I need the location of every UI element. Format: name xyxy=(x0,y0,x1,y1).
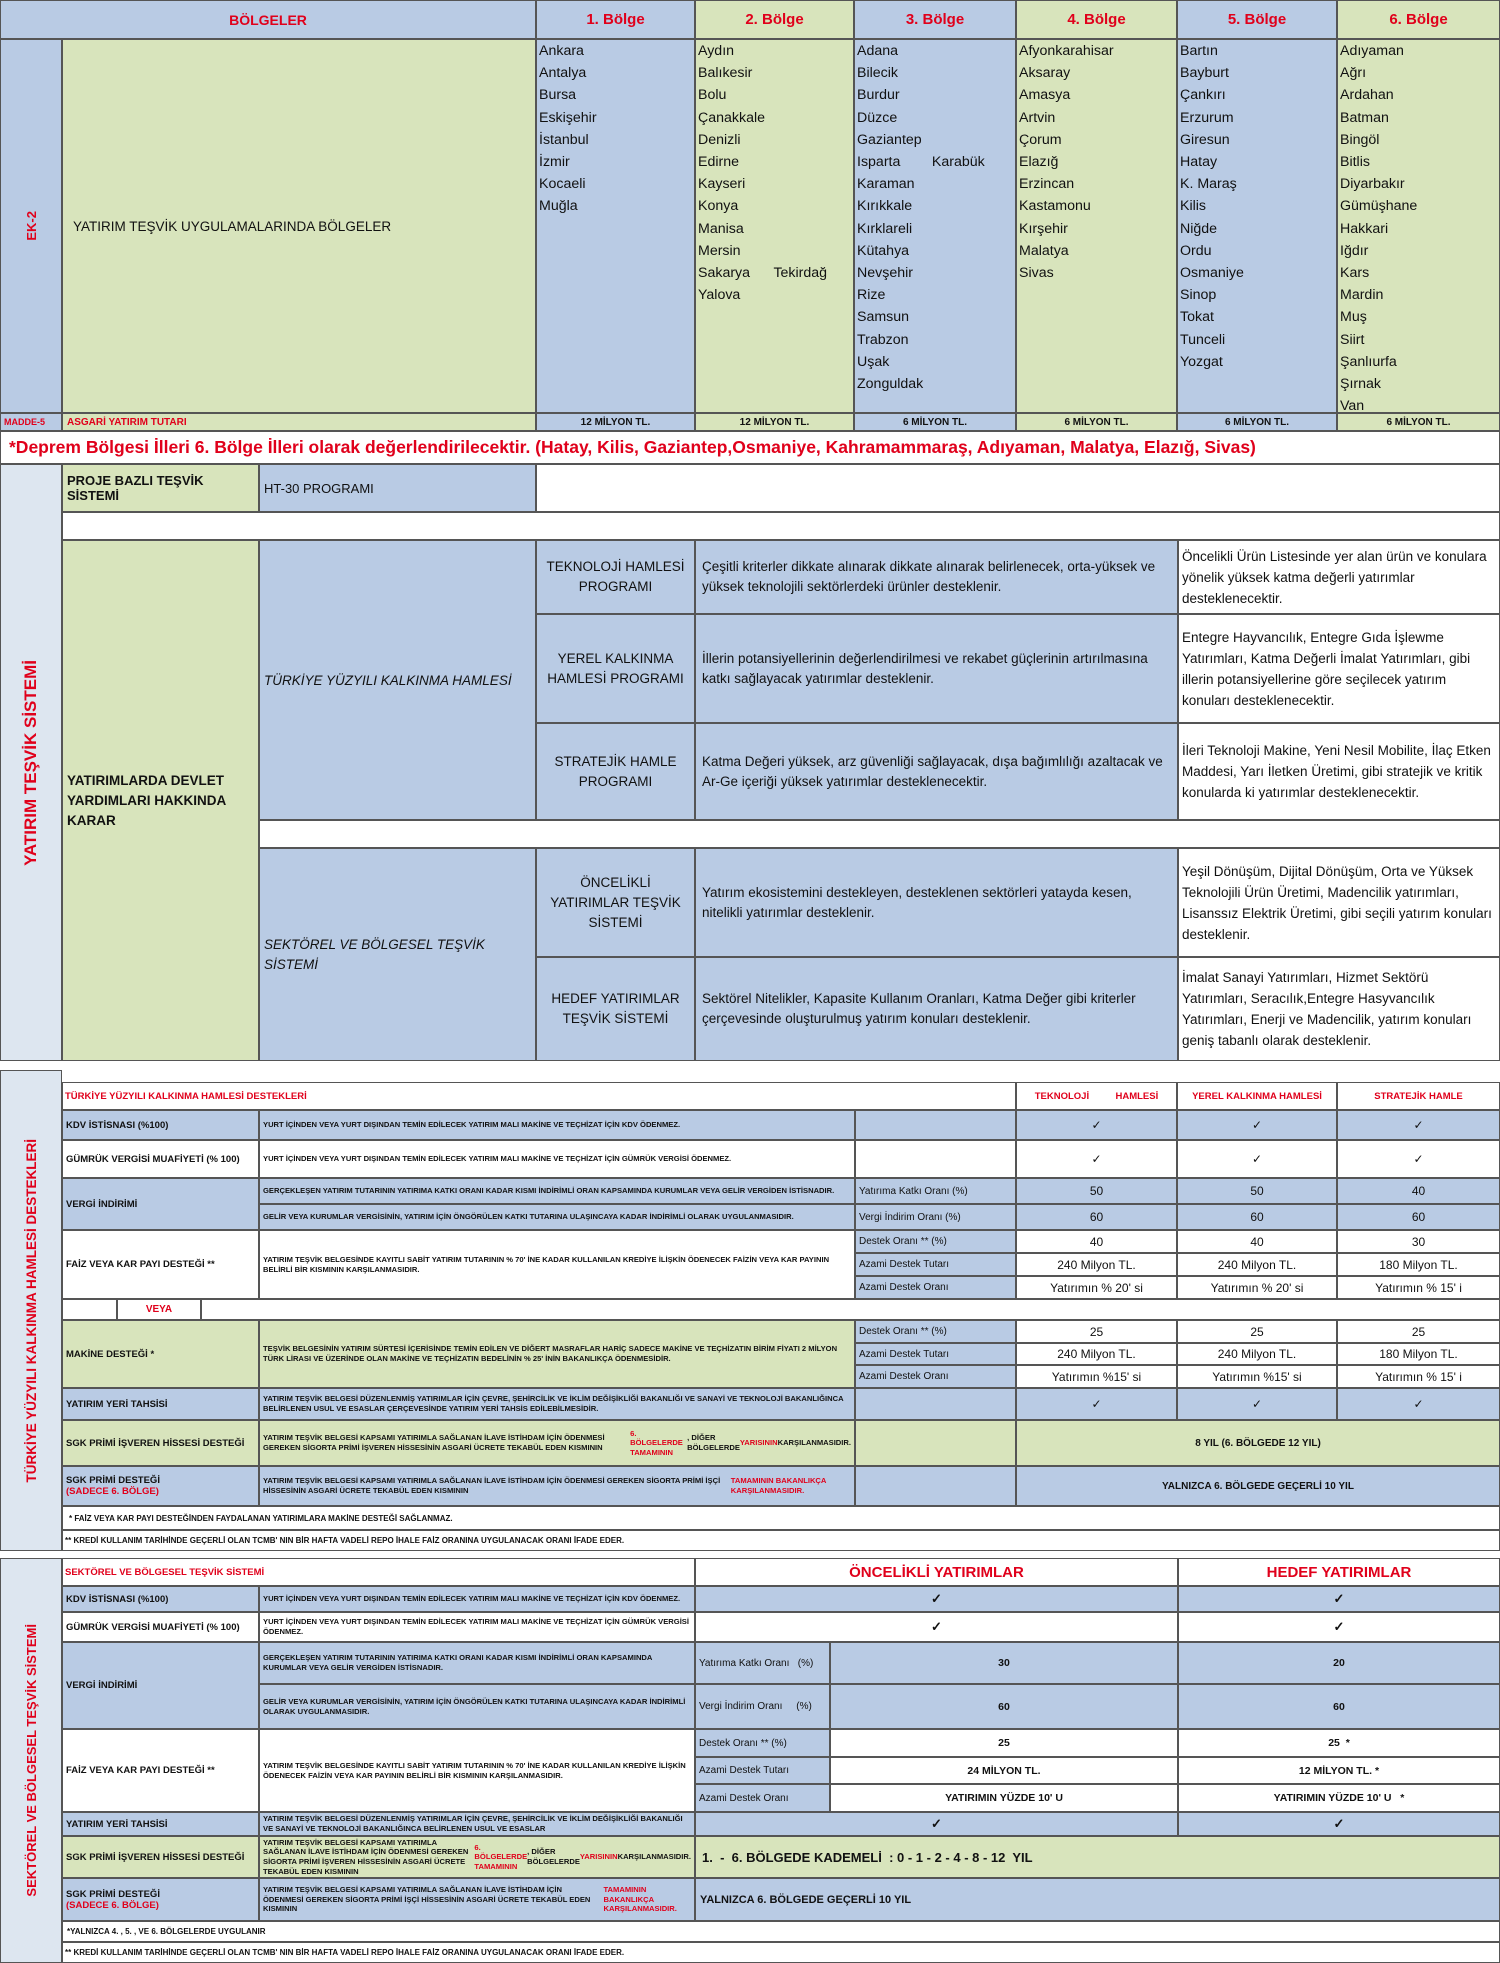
city-name: Isparta Karabük xyxy=(857,154,985,171)
city-name: Kırıkkale xyxy=(857,198,913,215)
system-side-label: YATIRIM TEŞVİK SİSTEMİ xyxy=(21,659,40,866)
city-name: Bingöl xyxy=(1340,131,1380,148)
city-name: Amasya xyxy=(1019,87,1071,104)
faiz-label: FAİZ VEYA KAR PAYI DESTEĞİ ** xyxy=(62,1230,259,1299)
yer-label: YATIRIM YERİ TAHSİSİ xyxy=(62,1388,259,1420)
city-name: Karaman xyxy=(857,176,915,193)
sec-yer-label: YATIRIM YERİ TAHSİSİ xyxy=(62,1812,259,1836)
makine-sub-2: Azami Destek Tutarı xyxy=(855,1343,1016,1365)
sec-faiz-value: 24 MİLYON TL. xyxy=(830,1757,1178,1784)
region-header-2: 2. Bölge xyxy=(695,0,854,39)
gumruk-check: ✓ xyxy=(1177,1140,1337,1178)
century-program-name: YEREL KALKINMA HAMLESİ PROGRAMI xyxy=(536,614,695,723)
city-name: Kütahya xyxy=(857,242,910,259)
city-name: Bartın xyxy=(1180,43,1218,59)
city-name: İstanbul xyxy=(539,131,589,148)
century-program-name: STRATEJİK HAMLE PROGRAMI xyxy=(536,723,695,820)
sec-sgk-worker-desc-b: TAMAMININ BAKANLIKÇA KARŞILANMASIDIR. xyxy=(603,1885,677,1914)
faiz-sub-3: Azami Destek Oranı xyxy=(855,1276,1016,1299)
city-name: Sivas xyxy=(1019,265,1054,282)
makine-desc: TEŞVİK BELGESİNİN YATIRIM SÜRTESİ İÇERİSİNDE TEMİN EDİLEN VE DİĞERT MASRAFLAR HARİÇ SADECE MAKİNE VE TEÇHİZATIN BİRİM FİYATI 2 MİLYON TÜRK LİRASI VE ÜZERİNDE OLAN MAKİNE VE TEÇHİZATIN BEDELİNİN % 25' İNİN BAKANLIKÇA ÖDENMESİDİR. xyxy=(259,1320,855,1388)
city-name: Kocaeli xyxy=(539,176,586,193)
vergi-desc-1: GERÇEKLEŞEN YATIRIM TUTARININ YATIRIMA KATKI ORANI KADAR KISMI İNDİRİMLİ ORAN KAPSAMINDA KURUMLAR VEYA GELİR VERGİDEN İSTİSNADIR. xyxy=(259,1178,855,1204)
sgk-employer-desc-b: 6. BÖLGELERDE TAMAMININ xyxy=(630,1428,683,1457)
yer-desc: YATIRIM TEŞVİK BELGESİ DÜZENLENMİŞ YATIRIMLAR İÇİN ÇEVRE, ŞEHİRCİLİK VE İKLİM DEĞİŞİKLİĞİ BAKANLIĞI VE SANAYİ VE TEKNOLOJİ BAKANLIĞINCA BELİRLENEN USUL VE ESASLAR ÇERÇEVESİNDE YATIRIM YERİ TAHSİS EDİLEBİLMESİDİR. xyxy=(259,1388,855,1420)
sgk-employer-empty xyxy=(855,1420,1016,1466)
century-program-desc: İllerin potansiyellerinin değerlendirilmesi ve rekabet güçlerinin artırılmasına katkı sağlayacak yatırımlar desteklenir. xyxy=(695,614,1178,723)
sgk-employer-desc-e: KARŞILANMASIDIR. xyxy=(777,1438,851,1448)
city-name: Çanakkale xyxy=(698,109,766,126)
sgk-employer-label: SGK PRİMİ İŞVEREN HİSSESİ DESTEĞİ xyxy=(62,1420,259,1466)
city-name: Konya xyxy=(698,198,739,215)
sec-faiz-value: YATIRIMIN YÜZDE 10' U * xyxy=(1178,1784,1500,1812)
city-name: Kars xyxy=(1340,265,1370,282)
century-supports-side-label: TÜRKİYE YÜZYILI KALKINMA HAMLESİ DESTEKLERİ xyxy=(23,1138,39,1483)
sec-vergi-value: 60 xyxy=(830,1684,1178,1729)
city-name: Bitlis xyxy=(1340,154,1370,171)
sgk-worker-value: YALNIZCA 6. BÖLGEDE GEÇERLİ 10 YIL xyxy=(1016,1466,1500,1506)
city-name: Adana xyxy=(857,43,899,59)
sectoral-supports-side-label: SEKTÖREL VE BÖLGESEL TEŞVİK SİSTEMİ xyxy=(23,1624,39,1897)
sgk-worker-label xyxy=(62,1466,259,1506)
city-name: Yalova xyxy=(698,287,741,304)
makine-value: 180 Milyon TL. xyxy=(1337,1343,1500,1365)
sectoral-program-desc: Yatırım ekosistemini destekleyen, desteklenen sektörleri yatayda kesen, nitelikli yatırımlar desteklenir. xyxy=(695,848,1178,957)
faiz-value: 240 Milyon TL. xyxy=(1016,1253,1177,1276)
sec-kdv-label: KDV İSTİSNASI (%100) xyxy=(62,1586,259,1612)
region-cities-3 xyxy=(854,39,1016,413)
makine-value: 240 Milyon TL. xyxy=(1016,1343,1177,1365)
sec-vergi-value: 60 xyxy=(1178,1684,1500,1729)
region-city-list xyxy=(537,40,694,218)
sec-faiz-sub-3: Azami Destek Oranı xyxy=(695,1784,830,1812)
city-name: Burdur xyxy=(857,87,900,104)
region-min-investment-4: 6 MİLYON TL. xyxy=(1016,413,1177,431)
region-min-investment-2: 12 MİLYON TL. xyxy=(695,413,854,431)
gumruk-check: ✓ xyxy=(1337,1140,1500,1178)
city-name: Diyarbakır xyxy=(1340,176,1405,193)
city-name: Muğla xyxy=(539,198,578,215)
sectoral-note-2: ** KREDİ KULLANIM TARİHİNDE GEÇERLİ OLAN TCMB' NIN BİR HAFTA VADELİ REPO İHALE FAİZ ORANINA UYGULANACAK ORANI İFADE EDER. xyxy=(62,1942,1500,1963)
sec-vergi-value: 20 xyxy=(1178,1642,1500,1684)
region-city-list xyxy=(1017,40,1176,284)
city-name: Iğdır xyxy=(1340,242,1369,259)
sec-vergi-desc-2: GELİR VEYA KURUMLAR VERGİSİNİN, YATIRIM İÇİN ÖNGÖRÜLEN KATKI TUTARINA ULAŞINCAYA KADAR İNDİRİMLİ OLARAK UYGULANMASIDIR. xyxy=(259,1684,695,1729)
century-note-1: * FAİZ VEYA KAR PAYI DESTEĞİNDEN FAYDALANAN YATIRIMLARA MAKİNE DESTEĞİ SAĞLANMAZ. xyxy=(62,1506,1500,1530)
city-name: İzmir xyxy=(539,154,570,171)
city-name: Malatya xyxy=(1019,242,1069,259)
region-city-list xyxy=(855,40,1015,395)
makine-value: 240 Milyon TL. xyxy=(1177,1343,1337,1365)
city-name: Çorum xyxy=(1019,131,1062,148)
city-name: Tokat xyxy=(1180,309,1214,326)
city-name: Aydın xyxy=(698,43,735,59)
gumruk-check: ✓ xyxy=(1016,1140,1177,1178)
sec-vergi-value: 30 xyxy=(830,1642,1178,1684)
region-city-list xyxy=(1338,40,1499,413)
city-name: Gaziantep xyxy=(857,131,922,148)
vergi-value: 50 xyxy=(1177,1178,1337,1204)
spacer-row-2 xyxy=(259,820,1500,848)
sec-faiz-value: YATIRIMIN YÜZDE 10' U xyxy=(830,1784,1178,1812)
faiz-value: Yatırımın % 15' i xyxy=(1337,1276,1500,1299)
city-name: Denizli xyxy=(698,131,741,148)
yer-check: ✓ xyxy=(1337,1388,1500,1420)
system-side-cell xyxy=(0,464,62,1061)
city-name: Osmaniye xyxy=(1180,265,1244,282)
region-cities-4 xyxy=(1016,39,1177,413)
city-name: Bursa xyxy=(539,87,577,104)
city-name: Artvin xyxy=(1019,109,1056,126)
region-header-6: 6. Bölge xyxy=(1337,0,1500,39)
city-name: Antalya xyxy=(539,65,587,82)
sec-vergi-desc-1: GERÇEKLEŞEN YATIRIM TUTARININ YATIRIMA KATKI ORANI KADAR KISMI İNDİRİMLİ ORAN KAPSAMINDA KURUMLAR VEYA GELİR VERGİDEN İSTİSNADIR. xyxy=(259,1642,695,1684)
sec-sgk-worker-value: YALNIZCA 6. BÖLGEDE GEÇERLİ 10 YIL xyxy=(695,1878,1500,1921)
city-name: Kilis xyxy=(1180,198,1207,215)
vergi-label: VERGİ İNDİRİMİ xyxy=(62,1178,259,1230)
city-name: Yozgat xyxy=(1180,353,1223,370)
city-name: Sinop xyxy=(1180,287,1217,304)
sec-faiz-value: 25 * xyxy=(1178,1729,1500,1757)
sectoral-note-1: *YALNIZCA 4. , 5. , VE 6. BÖLGELERDE UYGULANIR xyxy=(62,1921,1500,1942)
city-name: Manisa xyxy=(698,220,744,237)
sec-sgk-employer-value: 1. - 6. BÖLGEDE KADEMELİ : 0 - 1 - 2 - 4 - 8 - 12 YIL xyxy=(695,1836,1500,1878)
sec-gumruk-desc: YURT İÇİNDEN VEYA YURT DIŞINDAN TEMİN EDİLECEK YATIRIM MALI MAKİNE VE TEÇHİZAT İÇİN GÜMRÜK VERGİSİ ÖDENMEZ. xyxy=(259,1612,695,1642)
sec-faiz-sub-2: Azami Destek Tutarı xyxy=(695,1757,830,1784)
city-name: Muş xyxy=(1340,309,1367,326)
sec-kdv-check: ✓ xyxy=(695,1586,1178,1612)
col-strategic-header: STRATEJİK HAMLE xyxy=(1337,1082,1500,1110)
gumruk-desc: YURT İÇİNDEN VEYA YURT DIŞINDAN TEMİN EDİLECEK YATIRIM MALI MAKİNE VE TEÇHİZAT İÇİN GÜMRÜK VERGİSİ ÖDENMEZ. xyxy=(259,1140,855,1178)
sectoral-supports-side-cell xyxy=(0,1558,62,1963)
city-name: Zonguldak xyxy=(857,376,924,393)
sec-faiz-sub-1: Destek Oranı ** (%) xyxy=(695,1729,830,1757)
makine-label: MAKİNE DESTEĞİ * xyxy=(62,1320,259,1388)
city-name: Batman xyxy=(1340,109,1389,126)
kdv-desc: YURT İÇİNDEN VEYA YURT DIŞINDAN TEMİN EDİLECEK YATIRIM MALI MAKİNE VE TEÇHİZAT İÇİN KDV ÖDENMEZ. xyxy=(259,1110,855,1140)
sec-sgk-employer-desc-b: 6. BÖLGELERDE TAMAMININ xyxy=(474,1842,528,1871)
city-name: Erzincan xyxy=(1019,176,1075,193)
project-empty xyxy=(536,464,1500,512)
region-min-investment-6: 6 MİLYON TL. xyxy=(1337,413,1500,431)
vergi-sub-1: Yatırıma Katkı Oranı (%) xyxy=(855,1178,1016,1204)
vergi-value: 50 xyxy=(1016,1178,1177,1204)
col-target-header: HEDEF YATIRIMLAR xyxy=(1178,1558,1500,1586)
makine-value: Yatırımın % 15' i xyxy=(1337,1365,1500,1388)
region-header-4: 4. Bölge xyxy=(1016,0,1177,39)
region-city-list xyxy=(696,40,853,306)
vergi-value: 40 xyxy=(1337,1178,1500,1204)
city-name: Balıkesir xyxy=(698,65,753,82)
sec-gumruk-check: ✓ xyxy=(1178,1612,1500,1642)
veya-empty-left xyxy=(62,1299,117,1320)
gumruk-label: GÜMRÜK VERGİSİ MUAFİYETİ (% 100) xyxy=(62,1140,259,1178)
faiz-desc: YATIRIM TEŞVİK BELGESİNDE KAYITLI SABİT YATIRIM TUTARININ % 70' İNE KADAR KULLANILAN KREDİYE İLİŞKİN ÖDENECEK FAİZİN VEYA KAR PAYININ BELİRLİ BİR KISMININ KARŞILANMASIDIR. xyxy=(259,1230,855,1299)
century-supports-side-cell xyxy=(0,1070,62,1551)
sec-faiz-desc: YATIRIM TEŞVİK BELGESİNDE KAYITLI SABİT YATIRIM TUTARININ % 70' İNE KADAR KULLANILAN KREDİYE İLİŞKİN ÖDENECEK FAİZİN VEYA KAR PAYININ BELİRLİ BİR KISMININ KARŞILANMASIDIR. xyxy=(259,1729,695,1812)
city-name: Bayburt xyxy=(1180,65,1229,82)
sec-sgk-employer-desc-e: KARŞILANMASIDIR. xyxy=(617,1852,691,1862)
spacer-row xyxy=(62,512,1500,540)
kdv-empty xyxy=(855,1110,1016,1140)
city-name: Ardahan xyxy=(1340,87,1394,104)
sec-faiz-value: 12 MİLYON TL. * xyxy=(1178,1757,1500,1784)
city-name: Sakarya Tekirdağ xyxy=(698,265,828,282)
faiz-value: 180 Milyon TL. xyxy=(1337,1253,1500,1276)
sec-faiz-label: FAİZ VEYA KAR PAYI DESTEĞİ ** xyxy=(62,1729,259,1812)
city-name: Şanlıurfa xyxy=(1340,353,1397,370)
makine-value: 25 xyxy=(1337,1320,1500,1343)
city-name: Şırnak xyxy=(1340,376,1382,393)
sec-vergi-label: VERGİ İNDİRİMİ xyxy=(62,1642,259,1729)
city-name: Bilecik xyxy=(857,65,898,82)
sec-sgk-worker-label-a: SGK PRİMİ DESTEĞİ xyxy=(66,1888,160,1900)
region-cities-5 xyxy=(1177,39,1337,413)
makine-value: 25 xyxy=(1177,1320,1337,1343)
city-name: Düzce xyxy=(857,109,898,126)
sec-kdv-check: ✓ xyxy=(1178,1586,1500,1612)
col-local-header: YEREL KALKINMA HAMLESİ xyxy=(1177,1082,1337,1110)
sectoral-program-name: HEDEF YATIRIMLAR TEŞVİK SİSTEMİ xyxy=(536,957,695,1061)
makine-sub-3: Azami Destek Oranı xyxy=(855,1365,1016,1388)
kdv-label: KDV İSTİSNASI (%100) xyxy=(62,1110,259,1140)
sec-sgk-worker-label-b: (SADECE 6. BÖLGE) xyxy=(66,1899,159,1911)
sec-sgk-worker-desc xyxy=(259,1878,695,1921)
earthquake-note: *Deprem Bölgesi İlleri 6. Bölge İlleri olarak değerlendirilecektir. (Hatay, Kilis, Gaziantep,Osmaniye, Kahramammaraş, Adıyaman, Malatya, Elazığ, Sivas) xyxy=(0,431,1500,464)
vergi-desc-2: GELİR VEYA KURUMLAR VERGİSİNİN, YATIRIM İÇİN ÖNGÖRÜLEN KATKI TUTARINA ULAŞINCAYA KADAR İNDİRİMLİ OLARAK UYGULANMASIDIR. xyxy=(259,1204,855,1230)
sectoral-program-name: ÖNCELİKLİ YATIRIMLAR TEŞVİK SİSTEMİ xyxy=(536,848,695,957)
sec-vergi-sub-1: Yatırıma Katkı Oranı (%) xyxy=(695,1642,830,1684)
century-program-topics: Entegre Hayvancılık, Entegre Gıda İşlewme Yatırımları, Katma Değerli İmalat Yatırımları, gibi illerin potansiyellerine göre seçilecek yatırım konuları desteklenecektir. xyxy=(1178,614,1500,723)
century-program-desc: Katma Değeri yüksek, arz güvenliği sağlayacak, dışa bağımlılığı azaltacak ve Ar-Ge içeriği yüksek yatırımlar desteklenecektir. xyxy=(695,723,1178,820)
vergi-value: 60 xyxy=(1177,1204,1337,1230)
region-min-investment-3: 6 MİLYON TL. xyxy=(854,413,1016,431)
makine-sub-1: Destek Oranı ** (%) xyxy=(855,1320,1016,1343)
regions-description: YATIRIM TEŞVİK UYGULAMALARINDA BÖLGELER xyxy=(62,39,536,413)
col-priority-header: ÖNCELİKLİ YATIRIMLAR xyxy=(695,1558,1178,1586)
region-cities-1 xyxy=(536,39,695,413)
regions-header: BÖLGELER xyxy=(0,0,536,39)
city-name: Van xyxy=(1340,398,1365,413)
faiz-value: Yatırımın % 20' si xyxy=(1016,1276,1177,1299)
sec-yer-check: ✓ xyxy=(1178,1812,1500,1836)
city-name: Siirt xyxy=(1340,331,1365,348)
min-investment-label: ASGARİ YATIRIM TUTARI xyxy=(62,413,536,431)
region-min-investment-5: 6 MİLYON TL. xyxy=(1177,413,1337,431)
sgk-employer-desc-a: YATIRIM TEŞVİK BELGESİ KAPSAMI YATIRIMLA SAĞLANAN İLAVE İSTİHDAM İÇİN ÖDENMESİ GEREKEN SİGORTA PRİMİ İŞVEREN HİSSESİNİN ASGARİ ÜCRETE TEKABÜL EDEN KISMININ xyxy=(263,1433,605,1452)
city-name: Hakkari xyxy=(1340,220,1389,237)
city-name: Nevşehir xyxy=(857,265,913,282)
sectoral-program-desc: Sektörel Nitelikler, Kapasite Kullanım Oranları, Katma Değer gibi kriterler çerçevesinde oluşturulmuş yatırım konuları desteklenir. xyxy=(695,957,1178,1061)
sgk-worker-desc xyxy=(259,1466,855,1506)
sec-sgk-employer-desc-d: YARISININ xyxy=(579,1852,618,1862)
sec-yer-check: ✓ xyxy=(695,1812,1178,1836)
city-name: Mersin xyxy=(698,242,741,259)
city-name: Afyonkarahisar xyxy=(1019,43,1114,59)
kdv-check: ✓ xyxy=(1337,1110,1500,1140)
madde-label: MADDE-5 xyxy=(0,413,62,431)
sec-vergi-sub-2: Vergi İndirim Oranı (%) xyxy=(695,1684,830,1729)
region-header-5: 5. Bölge xyxy=(1177,0,1337,39)
vergi-value: 60 xyxy=(1016,1204,1177,1230)
sec-sgk-employer-desc xyxy=(259,1836,695,1878)
sgk-worker-label-b: (SADECE 6. BÖLGE) xyxy=(66,1486,159,1497)
sec-sgk-worker-desc-a: YATIRIM TEŞVİK BELGESİ KAPSAMI YATIRIMLA SAĞLANAN İLAVE İSTİHDAM İÇİN ÖDENMESİ GEREKEN SİGORTA PRİMİ İŞÇİ HİSSESİNİN ASGARİ ÜCRETE TEKABÜL EDEN KISMININ xyxy=(263,1885,591,1914)
vergi-value: 60 xyxy=(1337,1204,1500,1230)
sgk-worker-desc-b: TAMAMININ BAKANLIKÇA KARŞILANMASIDIR. xyxy=(730,1476,827,1495)
sgk-worker-label-a: SGK PRİMİ DESTEĞİ xyxy=(66,1475,160,1486)
century-program-topics: İleri Teknoloji Makine, Yeni Nesil Mobilite, İlaç Etken Maddesi, Yarı İletken Üretimi, gibi stratejik ve kritik konularda ki yatırımlar desteklenecektir. xyxy=(1178,723,1500,820)
sec-sgk-employer-desc-a: YATIRIM TEŞVİK BELGESİ KAPSAMI YATIRIMLA SAĞLANAN İLAVE İSTİHDAM İÇİN ÖDENMESİ GEREKEN SİGORTA PRİMİ İŞVEREN HİSSESİNİN ASGARİ ÜCRETE TEKABÜL EDEN KISMININ xyxy=(263,1837,469,1876)
decision-label: YATIRIMLARDA DEVLET YARDIMLARI HAKKINDA KARAR xyxy=(62,540,259,1061)
city-name: Giresun xyxy=(1180,131,1230,148)
veya-empty-right xyxy=(201,1299,1500,1320)
city-name: Kayseri xyxy=(698,176,746,193)
gumruk-empty xyxy=(855,1140,1016,1178)
project-system-label: PROJE BAZLI TEŞVİK SİSTEMİ xyxy=(62,464,259,512)
city-name: Bolu xyxy=(698,87,727,104)
makine-value: Yatırımın %15' si xyxy=(1177,1365,1337,1388)
city-name: Kırklareli xyxy=(857,220,913,237)
century-program-name: TEKNOLOJİ HAMLESİ PROGRAMI xyxy=(536,540,695,614)
city-name: Ankara xyxy=(539,43,584,59)
faiz-value: 30 xyxy=(1337,1230,1500,1253)
sectoral-system-label: SEKTÖREL VE BÖLGESEL TEŞVİK SİSTEMİ xyxy=(259,848,536,1061)
city-name: Kastamonu xyxy=(1019,198,1091,215)
faiz-value: Yatırımın % 20' si xyxy=(1177,1276,1337,1299)
yer-empty xyxy=(855,1388,1016,1420)
faiz-sub-1: Destek Oranı ** (%) xyxy=(855,1230,1016,1253)
region-cities-6 xyxy=(1337,39,1500,413)
sgk-employer-value: 8 YIL (6. BÖLGEDE 12 YIL) xyxy=(1016,1420,1500,1466)
vergi-sub-2: Vergi İndirim Oranı (%) xyxy=(855,1204,1016,1230)
ek-label-cell xyxy=(0,39,62,413)
region-cities-2 xyxy=(695,39,854,413)
sec-sgk-employer-desc-c: , DİĞER BÖLGELERDE xyxy=(527,1847,580,1866)
sec-gumruk-label: GÜMRÜK VERGİSİ MUAFİYETİ (% 100) xyxy=(62,1612,259,1642)
city-name: Gümüşhane xyxy=(1340,198,1418,215)
faiz-value: 40 xyxy=(1177,1230,1337,1253)
city-name: Tunceli xyxy=(1180,331,1226,348)
yer-check: ✓ xyxy=(1016,1388,1177,1420)
city-name: Trabzon xyxy=(857,331,909,348)
kdv-check: ✓ xyxy=(1016,1110,1177,1140)
veya-label: VEYA xyxy=(117,1299,201,1320)
century-note-2: ** KREDİ KULLANIM TARİHİNDE GEÇERLİ OLAN TCMB' NIN BİR HAFTA VADELİ REPO İHALE FAİZ ORANINA UYGULANACAK ORANI İFADE EDER. xyxy=(62,1530,1500,1551)
city-name: Mardin xyxy=(1340,287,1384,304)
city-name: Hatay xyxy=(1180,154,1218,171)
col-tech-header: TEKNOLOJİ HAMLESİ xyxy=(1016,1082,1177,1110)
city-name: Erzurum xyxy=(1180,109,1234,126)
sec-gumruk-check: ✓ xyxy=(695,1612,1178,1642)
sgk-employer-desc-d: YARISININ xyxy=(739,1438,778,1448)
city-name: Samsun xyxy=(857,309,910,326)
sectoral-supports-title: SEKTÖREL VE BÖLGESEL TEŞVİK SİSTEMİ xyxy=(62,1558,695,1586)
city-name: Elazığ xyxy=(1019,154,1059,171)
century-program-topics: Öncelikli Ürün Listesinde yer alan ürün ve konulara yönelik yüksek katma değerli yatırımlar desteklenecektir. xyxy=(1178,540,1500,614)
city-name: Eskişehir xyxy=(539,109,597,126)
makine-value: Yatırımın %15' si xyxy=(1016,1365,1177,1388)
sec-sgk-employer-label: SGK PRİMİ İŞVEREN HİSSESİ DESTEĞİ xyxy=(62,1836,259,1878)
sgk-worker-desc-a: YATIRIM TEŞVİK BELGESİ KAPSAMI YATIRIMLA SAĞLANAN İLAVE İSTİHDAM İÇİN ÖDENMESİ GEREKEN SİGORTA PRİMİ İŞÇİ HİSSESİNİN ASGARİ ÜCRETE TEKABÜL EDEN KISMININ xyxy=(263,1476,721,1495)
makine-value: 25 xyxy=(1016,1320,1177,1343)
kdv-check: ✓ xyxy=(1177,1110,1337,1140)
century-supports-title: TÜRKİYE YÜZYILI KALKINMA HAMLESİ DESTEKLERİ xyxy=(62,1082,1016,1110)
faiz-value: 240 Milyon TL. xyxy=(1177,1253,1337,1276)
city-name: Uşak xyxy=(857,353,890,370)
yer-check: ✓ xyxy=(1177,1388,1337,1420)
city-name: Niğde xyxy=(1180,220,1218,237)
city-name: K. Maraş xyxy=(1180,176,1237,193)
city-name: Rize xyxy=(857,287,886,304)
city-name: Kırşehir xyxy=(1019,220,1068,237)
sec-faiz-value: 25 xyxy=(830,1729,1178,1757)
city-name: Çankırı xyxy=(1180,87,1226,104)
sectoral-program-topics: İmalat Sanayi Yatırımları, Hizmet Sektörü Yatırımları, Seracılık,Entegre Hasyvancılık Yatırımları, Enerji ve Madencilik, yatırım konuları geniş tabanlı olarak desteklenir. xyxy=(1178,957,1500,1061)
city-name: Aksaray xyxy=(1019,65,1071,82)
region-min-investment-1: 12 MİLYON TL. xyxy=(536,413,695,431)
sec-kdv-desc: YURT İÇİNDEN VEYA YURT DIŞINDAN TEMİN EDİLECEK YATIRIM MALI MAKİNE VE TEÇHİZAT İÇİN KDV ÖDENMEZ. xyxy=(259,1586,695,1612)
city-name: Adıyaman xyxy=(1340,43,1404,59)
region-header-3: 3. Bölge xyxy=(854,0,1016,39)
sgk-worker-empty xyxy=(855,1466,1016,1506)
century-program-label: TÜRKİYE YÜZYILI KALKINMA HAMLESİ xyxy=(259,540,536,820)
region-header-1: 1. Bölge xyxy=(536,0,695,39)
sec-yer-desc: YATIRIM TEŞVİK BELGESİ DÜZENLENMİŞ YATIRIMLAR İÇİN ÇEVRE, ŞEHİRCİLİK VE İKLİM DEĞİŞİKLİĞİ BAKANLIĞI VE SANAYİ VE TEKNOLOJİ BAKANLIĞINCA BELİRLENEN USUL VE ESASLAR xyxy=(259,1812,695,1836)
faiz-value: 40 xyxy=(1016,1230,1177,1253)
century-program-desc: Çeşitli kriterler dikkate alınarak dikkate alınarak belirlenecek, orta-yüksek ve yüksek teknolojili sektörlerdeki ürünler desteklenir. xyxy=(695,540,1178,614)
ek-label: EK-2 xyxy=(23,211,39,241)
sgk-employer-desc xyxy=(259,1420,855,1466)
city-name: Ordu xyxy=(1180,242,1212,259)
sectoral-program-topics: Yeşil Dönüşüm, Dijital Dönüşüm, Orta ve Yüksek Teknolojili Ürün Üretimi, Madencilik yatırımları, Lisanssız Elektrik Üretimi, gibi seçili yatırım konuları desteklenir. xyxy=(1178,848,1500,957)
region-city-list xyxy=(1178,40,1336,373)
city-name: Ağrı xyxy=(1340,65,1367,82)
faiz-sub-2: Azami Destek Tutarı xyxy=(855,1253,1016,1276)
sgk-employer-desc-c: , DİĞER BÖLGELERDE xyxy=(687,1433,740,1452)
sec-sgk-worker-label xyxy=(62,1878,259,1921)
city-name: Edirne xyxy=(698,154,740,171)
project-program: HT-30 PROGRAMI xyxy=(259,464,536,512)
